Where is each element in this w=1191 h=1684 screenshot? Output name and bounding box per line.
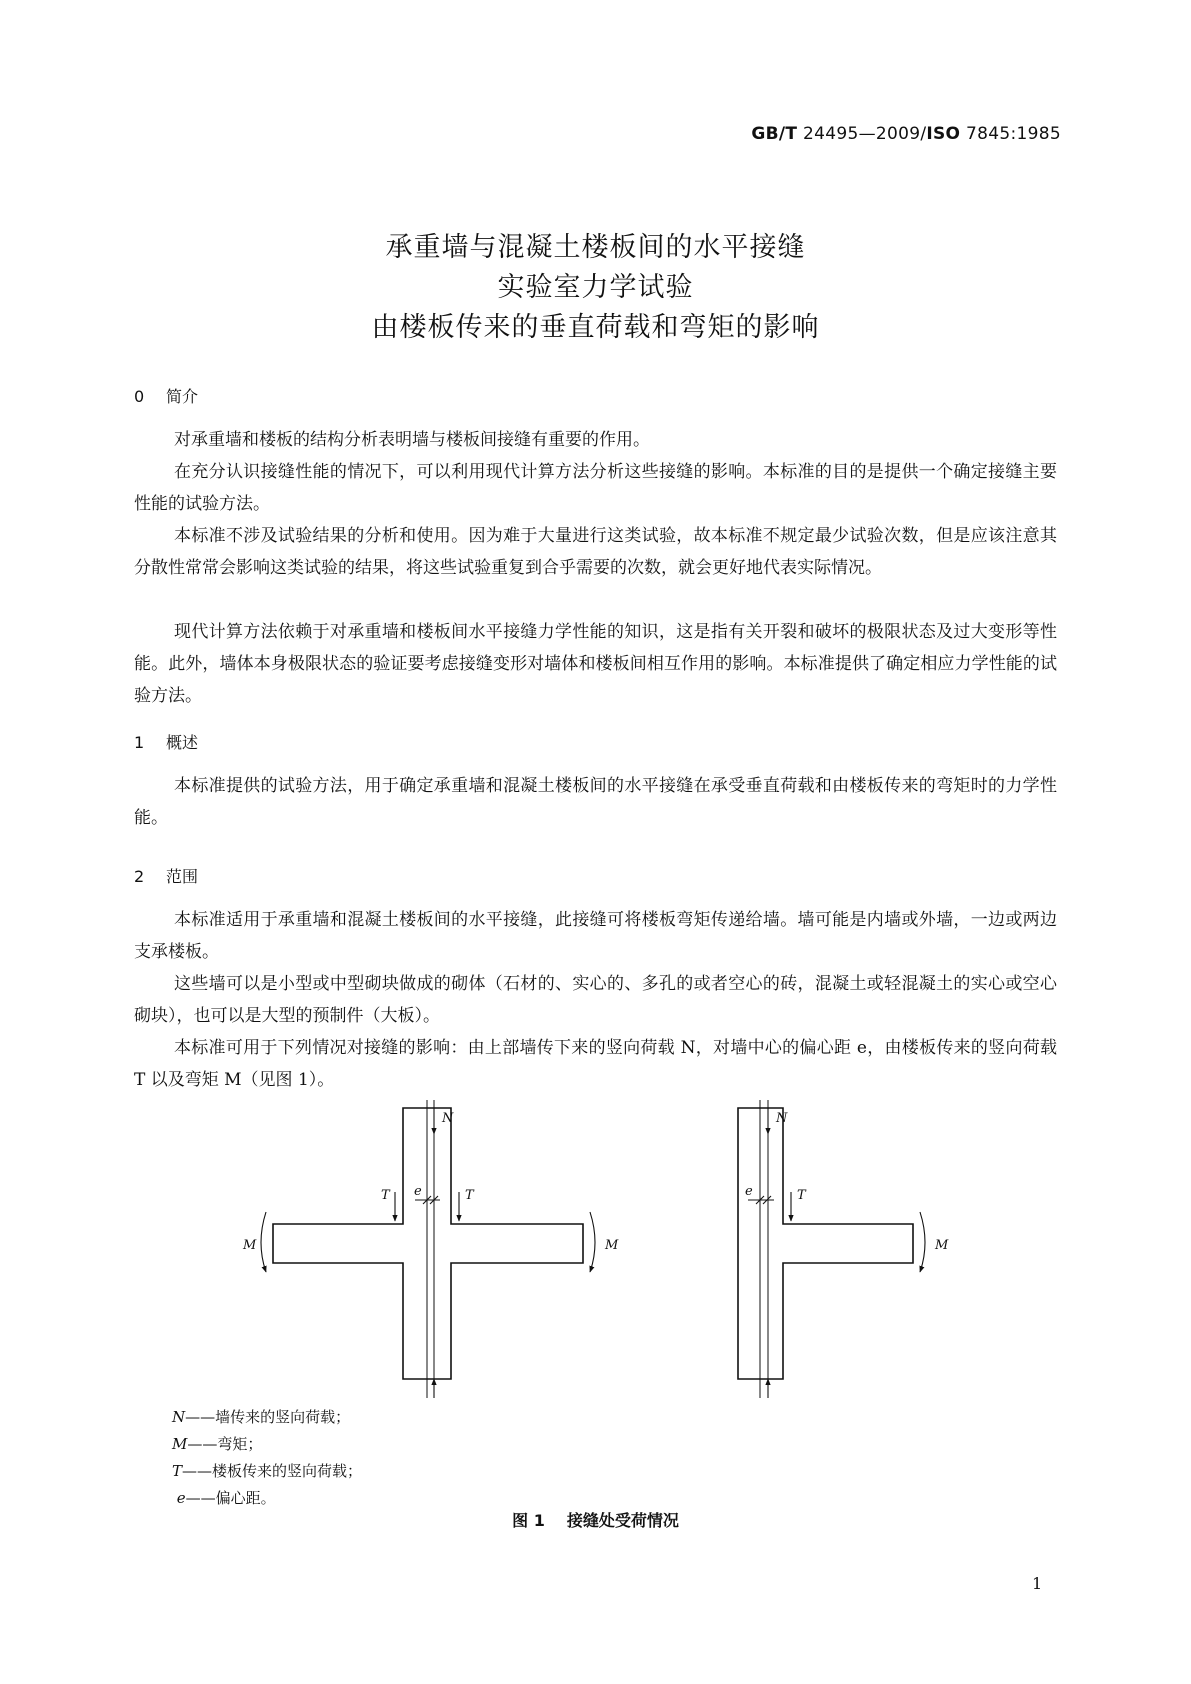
figure-caption-text: 接缝处受荷情况 xyxy=(566,1511,679,1530)
legend-text: ——弯矩； xyxy=(187,1435,263,1453)
legend-symbol: N xyxy=(172,1408,186,1426)
section-title: 简介 xyxy=(166,387,199,406)
figure-caption xyxy=(0,1508,1191,1531)
label-M: M xyxy=(605,1238,619,1253)
label-e: e xyxy=(414,1184,422,1199)
figure-1 xyxy=(0,1100,1191,1400)
legend-symbol: M xyxy=(172,1435,188,1453)
section-title: 范围 xyxy=(166,867,199,886)
section-2-heading xyxy=(134,864,198,887)
legend-item xyxy=(172,1404,362,1431)
section-number: 2 xyxy=(134,867,145,886)
label-M: M xyxy=(243,1238,257,1253)
iso-prefix: ISO xyxy=(926,124,961,144)
paragraph: 现代计算方法依赖于对承重墙和楼板间水平接缝力学性能的知识，这是指有关开裂和破坏的极限状态及过大变形等性能。此外，墙体本身极限状态的验证要考虑接缝变形对墙体和楼板间相互作用的影响。本标准提供了确定相应力学性能的试验方法。 xyxy=(134,622,1057,706)
legend-item xyxy=(172,1458,362,1485)
paragraph: 本标准适用于承重墙和混凝土楼板间的水平接缝，此接缝可将楼板弯矩传递给墙。墙可能是内墙或外墙，一边或两边支承楼板。 xyxy=(134,910,1057,962)
legend-symbol: e xyxy=(176,1489,186,1507)
label-N: N xyxy=(776,1111,788,1126)
figure-number: 图 1 xyxy=(512,1511,545,1530)
paragraph: 这些墙可以是小型或中型砌块做成的砌体（石材的、实心的、多孔的或者空心的砖，混凝土或轻混凝土的实心或空心砌块），也可以是大型的预制件（大板）。 xyxy=(134,974,1057,1026)
title-line-1: 承重墙与混凝土楼板间的水平接缝 xyxy=(385,232,806,263)
paragraph: 在充分认识接缝性能的情况下，可以利用现代计算方法分析这些接缝的影响。本标准的目的是提供一个确定接缝主要性能的试验方法。 xyxy=(134,462,1057,514)
legend-text: ——墙传来的竖向荷载； xyxy=(185,1408,351,1426)
section-0-heading xyxy=(134,384,198,407)
paragraph: 本标准可用于下列情况对接缝的影响：由上部墙传下来的竖向荷载 N，对墙中心的偏心距 e，由楼板传来的竖向荷载 T 以及弯矩 M（见图 1）。 xyxy=(134,1038,1057,1090)
exterior-wall-joint-outline xyxy=(738,1108,913,1379)
label-T: T xyxy=(381,1188,390,1203)
standard-prefix: GB/T xyxy=(751,124,798,144)
label-T: T xyxy=(465,1188,474,1203)
standard-number xyxy=(751,124,1061,144)
title-line-3: 由楼板传来的垂直荷载和弯矩的影响 xyxy=(371,312,820,343)
paragraph: 本标准提供的试验方法，用于确定承重墙和混凝土楼板间的水平接缝在承受垂直荷载和由楼板传来的弯矩时的力学性能。 xyxy=(134,776,1057,828)
arrow-M-left xyxy=(261,1212,266,1272)
standard-code: 24495—2009/ xyxy=(803,124,927,144)
legend-item xyxy=(172,1431,362,1458)
document-title xyxy=(0,228,1191,348)
legend-symbol: T xyxy=(172,1462,183,1480)
paragraph: 对承重墙和楼板的结构分析表明墙与楼板间接缝有重要的作用。 xyxy=(174,430,650,450)
figure-legend xyxy=(172,1404,362,1512)
label-e: e xyxy=(745,1184,753,1199)
section-number: 0 xyxy=(134,387,145,406)
label-T: T xyxy=(797,1188,806,1203)
legend-text: ——偏心距。 xyxy=(185,1489,276,1507)
interior-wall-joint-outline xyxy=(273,1108,583,1379)
iso-code: 7845:1985 xyxy=(966,124,1061,144)
title-line-2: 实验室力学试验 xyxy=(497,272,694,303)
arrow-M-right xyxy=(920,1212,925,1272)
section-number: 1 xyxy=(134,733,145,752)
label-N: N xyxy=(442,1111,454,1126)
legend-text: ——楼板传来的竖向荷载； xyxy=(182,1462,363,1480)
section-title: 概述 xyxy=(166,733,199,752)
paragraph: 本标准不涉及试验结果的分析和使用。因为难于大量进行这类试验，故本标准不规定最少试验次数，但是应该注意其分散性常常会影响这类试验的结果，将这些试验重复到合乎需要的次数，就会更好地代表实际情况。 xyxy=(134,526,1057,578)
section-1-heading xyxy=(134,730,198,753)
label-M: M xyxy=(935,1238,949,1253)
page-number: 1 xyxy=(1032,1574,1043,1593)
arrow-M-right xyxy=(590,1212,595,1272)
